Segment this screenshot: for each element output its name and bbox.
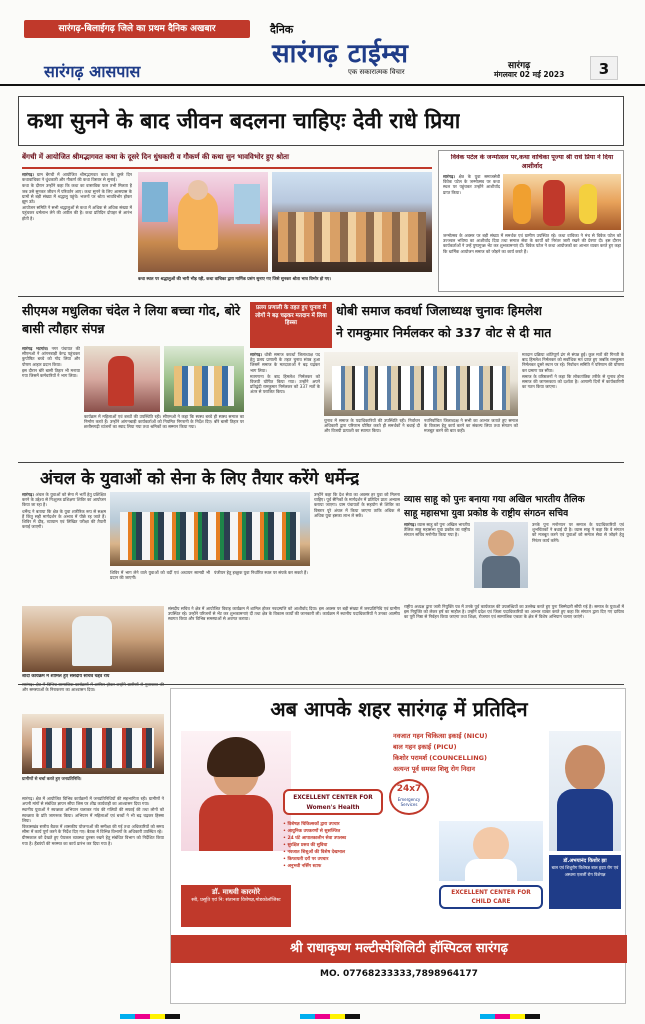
daily-label: दैनिक [270, 23, 294, 36]
doctor2-card [549, 855, 621, 909]
story5-body-col3: पंजीयन हेतु इच्छुक युवा निर्धारित स्थल पर संपर्क कर सकते हैं। [214, 570, 308, 575]
story5-body-col2: शिविर में भाग लेने वाले युवाओं को वर्दी एवं अध्ययन सामग्री भी प्रदान की जाएगी। [110, 570, 210, 581]
story3-headline-l1: सीएमअ मधुलिका चंदेल ने लिया बच्चा गोद, बोरे बासी त्यौहार संपन्न [22, 303, 241, 336]
hospital-phone: MO. 07768233333,7898964177 [320, 969, 478, 979]
story2-photo [503, 174, 621, 230]
story5-photo3 [22, 714, 164, 774]
story6-headline-l1: व्यास साहू को पुनः बनाया गया अखिल भारतीय तैलिक [404, 494, 585, 505]
badge-emergency: Emergency Services [397, 797, 421, 807]
story1-headline-box [18, 96, 624, 146]
ad-headline: अब आपके शहर सारंगढ़ में प्रतिदिन [270, 697, 528, 721]
emergency-badge [389, 779, 429, 815]
slogan: एक सकारात्मक विचार [348, 68, 405, 76]
story6-photo [474, 522, 528, 588]
story6-headline-l2: साहू महासभा युवा प्रकोष्ठ के राष्ट्रीय संगठन सचिव [404, 508, 569, 519]
story4-body-col1: सारंगढ़। धोबी समाज कवर्धा जिलाध्यक्ष पद हेतु प्रलय प्रणाली के तहत चुनाव संपन्न हुआ जिसमें समाज के मतदाताओं ने बढ़ चढ़कर भाग लिया। मतगणना के बाद हिमलेश निर्मलकर को विजयी घोषित किया गया। उन्होंने अपने प्रतिद्वंदी रामकुमार निर्मलकर को 337 मतों के अंतर से पराजित किया। [250, 352, 320, 395]
story2-body-left: सारंगढ़। क्षेत्र के युवा समाजसेवी विवेक पटेल के जन्मोत्सव पर कथा स्थल पर पहुंचकर उन्होंने आशीर्वाद प्राप्त किया। [443, 174, 500, 195]
doctor1-name: डॉ. माधवी कारमोरे [211, 888, 260, 896]
child-center-badge: EXCELLENT CENTER FOR CHILD CARE [439, 885, 543, 909]
badge-247: 24x7 [396, 784, 422, 794]
hospital-name-banner: श्री राधाकृष्ण मल्टीस्पेशिलिटी हॉस्पिटल सारंगढ़ [171, 935, 627, 963]
service-item: बाल गहन इकाई (PICU) [393, 743, 457, 751]
edition-city: सारंगढ़ [508, 61, 531, 71]
newspaper-name: सारंगढ़ टाईम्स [272, 39, 409, 69]
service-item: अत्यन्त पूर्व समस्त शिशु रोग निदान [393, 765, 476, 773]
divider [22, 167, 432, 169]
doctor2-photo [549, 731, 621, 851]
story1-body-col1: सारंगढ़। ग्राम बेंगची में आयोजित श्रीमद्भागवत कथा के दूसरे दिन कथावाचिका ने धुंधकारी और गौकर्ण की कथा विस्तार से सुनाई। कथा के दौरान उन्होंने कहा कि कथा का वास्तविक फल तभी मिलता है जब उसे सुनकर जीवन में परिवर्तन आए। कथा सुनने के लिए आसपास के ग्रामों से बड़ी संख्या में श्रद्धालु पहुंचे। भजनों पर श्रोता भावविभोर होकर झूम उठे। आयोजन समिति ने सभी श्रद्धालुओं से कथा में अधिक से अधिक संख्या में पहुंचकर धर्मलाभ लेने की अपील की है। कथा प्रतिदिन दोपहर से आरंभ होती है। [22, 172, 132, 221]
story1-headline: कथा सुनने के बाद जीवन बदलना चाहिएः देवी राधे प्रिया [27, 109, 461, 134]
story5-photo3-caption: ग्रामीणों से चर्चा करते हुए जनप्रतिनिधि। [22, 776, 82, 781]
womens-center-badge: EXCELLENT CENTER FOR Women's Health [283, 789, 383, 815]
tagline-banner: सारंगढ़-बिलाईगढ़ जिले का प्रथम दैनिक अखबार [24, 20, 250, 38]
story6-dateline: सारंगढ़। [404, 522, 416, 527]
story5-photo2 [22, 606, 164, 672]
story5-body-col1: सारंगढ़। अंचल के युवाओं को सेना में भर्ती हेतु प्रशिक्षित करने के उद्देश्य से निःशुल्क प्रशिक्षण शिविर का आयोजन किया जा रहा है। धर्मेन्द्र ने बताया कि क्षेत्र के युवा शारीरिक रूप से सक्षम हैं किंतु सही मार्गदर्शन के अभाव में पीछे रह जाते हैं। शिविर में दौड़, व्यायाम एवं लिखित परीक्षा की तैयारी कराई जाएगी। [22, 492, 106, 530]
doctor1-spec: स्त्री, प्रसूति एवं नि: संतानता विशेषज्ञ,मोडकोलॉजिस्ट [191, 898, 281, 903]
doctor1-card [181, 885, 291, 927]
story5-body-col5: संसदीय सचिव ने क्षेत्र में आयोजित विवाह कार्यक्रम में शामिल होकर नवदम्पत्ति को आशीर्वाद दिया। इस अवसर पर बड़ी संख्या में जनप्रतिनिधि एवं ग्रामीण उपस्थित रहे। उन्होंने परिजनों से भेंट कर शुभकामनाएं दीं तथा क्षेत्र के विकास कार्यों की जानकारी ली। कार्यक्रम में स्थानीय पदाधिकारियों ने उनका आत्मीय स्वागत किया और विभिन्न समस्याओं से अवगत कराया। [168, 606, 400, 622]
story5-dateline: सारंगढ़। [22, 492, 34, 497]
story1-subhead: बेंगची में आयोजित श्रीमद्भागवत कथा के दूसरे दिन धुंधकारी व गौकर्ण की कथा सुन भावविभोर हुए श्रोता [22, 152, 289, 161]
story4-dateline: सारंगढ़। [250, 352, 262, 357]
service-item: नवजात गहन चिकित्सा इकाई (NICU) [393, 732, 488, 740]
service-item: किशोर परामर्श (COUNCELLING) [393, 754, 487, 762]
story5-photo-caption: शादी कार्यक्रम में शामिल हुए संसदीय सचिव चंद्देव राय [22, 674, 110, 679]
story4-photo [324, 352, 518, 416]
story4-headline-l2: ने रामकुमार निर्मलकर को 337 वोट से दी मात [336, 325, 552, 340]
story1-photo-crowd [272, 172, 432, 272]
ad-notes: • विशेषज्ञ चिकित्सकों द्वारा उपचार • आधुनिक उपकरणों से सुसज्जित • 24 घंटे आपातकालीन सेवा उपलब्ध • सुरक्षित प्रसव की सुविधा • नवजात शिशुओं की विशेष देखभाल • किफायती दरों पर उपचार • अनुभवी नर्सिंग स्टाफ [283, 822, 347, 869]
story3-photo1 [84, 346, 160, 412]
edition-date: मंगलवार 02 मई 2023 [494, 70, 565, 79]
story5-body-col4: उन्होंने कहा कि देश सेवा का अवसर हर युवा को मिलना चाहिए। पूर्व सैनिकों के मार्गदर्शन में प्रतिदिन प्रातः अभ्यास कराया जाएगा। ग्राम पंचायतों के सहयोग से शिविर का विस्तार पूरे अंचल में किया जाएगा ताकि अधिक से अधिक युवा इसका लाभ ले सकें। [314, 492, 400, 518]
story5-lower-text: और समस्याओं के निराकरण का आश्वासन दिया। [22, 687, 96, 693]
divider [18, 462, 624, 463]
story2-headline: विवेक पटेल के जन्मोत्सव पर,कथा वाचिका पूज्या श्री राधे प्रिया ने दिया आशीर्वाद [450, 154, 614, 170]
doctor2-name: डॉ.अभयानंद किशोर झा [563, 858, 607, 864]
story6-body-col1: सारंगढ़। व्यास साहू को पुनः अखिल भारतीय तैलिक साहू महासभा युवा प्रकोष्ठ का राष्ट्रीय संगठन सचिव मनोनीत किया गया है। [404, 522, 470, 538]
story6-body-col3: राष्ट्रीय अध्यक्ष द्वारा जारी नियुक्ति पत्र में उनके पूर्व कार्यकाल की उपलब्धियों का उल्लेख करते हुए पुनः जिम्मेदारी सौंपी गई है। समाज के युवाओं में इस नियुक्ति को लेकर हर्ष का माहौल है। उन्होंने प्रदेश एवं जिला पदाधिकारियों का आभार व्यक्त करते हुए कहा कि संगठन द्वारा दिए गए दायित्व का पूरी निष्ठा से निर्वहन किया जाएगा तथा शिक्षा, रोजगार एवं सामाजिक एकता के क्षेत्र में विशेष अभियान चलाए जाएंगे। [404, 604, 624, 620]
story3-dateline: सारंगढ़ भटगांव। [22, 346, 49, 351]
services-list [393, 731, 539, 775]
story6-body-col2: उनके पुनः मनोनयन पर समाज के पदाधिकारियों एवं शुभचिंतकों ने बधाई दी है। व्यास साहू ने कहा कि वे संगठन को मजबूत करने एवं युवाओं को समाज सेवा से जोड़ने हेतु निरंतर कार्य करेंगे। [532, 522, 624, 543]
hospital-ad [170, 688, 626, 1004]
story5-headline: अंचल के युवाओं को सेना के लिए तैयार करेंगे धर्मेन्द्र [40, 469, 360, 489]
story2-body: जन्मोत्सव के अवसर पर बड़ी संख्या में समर्थक एवं ग्रामीण उपस्थित रहे। कथा वाचिका ने मंच से विवेक पटेल को उज्ज्वल भविष्य का आशीर्वाद दिया तथा समाज सेवा के कार्यों को निरंतर जारी रखने की प्रेरणा दी। इस दौरान कार्यकर्ताओं ने उन्हें पुष्पगुच्छ भेंट कर शुभकामनाएं दीं। विवेक पटेल ने कथा आयोजकों का आभार व्यक्त करते हुए कहा कि धार्मिक आयोजन समाज को जोड़ने का कार्य करते हैं। [443, 233, 621, 254]
footer-bar [0, 1010, 645, 1024]
child-photo [439, 821, 543, 881]
divider [18, 684, 624, 685]
story5-lower [22, 682, 164, 792]
masthead [0, 0, 645, 86]
divider [18, 296, 624, 297]
page-number: 3 [590, 56, 618, 80]
story3-body: सारंगढ़ भटगांव। नगर पंचायत की सीएमओ ने आंगनबाड़ी केन्द्र पहुंचकर कुपोषित बच्चे को गोद लिया और पोषण आहार प्रदान किया। इस दौरान बोरे बासी तिहार भी मनाया गया जिसमें कर्मचारियों ने भाग लिया। [22, 346, 80, 379]
doctor1-photo [181, 731, 291, 851]
story2-dateline: सारंगढ़। [443, 174, 455, 179]
story1-dateline: सारंगढ़। [22, 172, 34, 177]
story2-box [438, 150, 624, 292]
story4-body-col4: मतदान प्रक्रिया शांतिपूर्ण ढंग से संपन्न हुई। कुल मतों की गिनती के बाद हिमलेश निर्मलकर को सर्वाधिक मत प्राप्त हुए जबकि रामकुमार निर्मलकर दूसरे स्थान पर रहे। निर्वाचन समिति ने परिणाम की घोषणा कर प्रमाण पत्र सौंपा। समाज के वरिष्ठजनों ने कहा कि लोकतांत्रिक तरीके से चुनाव होना समाज की जागरूकता को दर्शाता है। आगामी दिनों में कार्यकारिणी का गठन किया जाएगा। [522, 352, 624, 390]
bottom-left-text: सारंगढ़। क्षेत्र में आयोजित विभिन्न कार्यक्रमों में जनप्रतिनिधियों की सहभागिता रही। ग्रामीणों ने अपनी मांगों से संबंधित ज्ञापन सौंपा जिस पर शीघ्र कार्यवाही का आश्वासन दिया गया। स्थानीय युवाओं ने स्वच्छता अभियान चलाकर गांव की गलियों की सफाई की तथा लोगों को स्वच्छता के प्रति जागरूक किया। अभियान में महिलाओं एवं बच्चों ने भी बढ़ चढ़कर हिस्सा लिया। विकासखंड स्तरीय बैठक में शासकीय योजनाओं की समीक्षा की गई तथा अधिकारियों को समय सीमा में कार्य पूर्ण करने के निर्देश दिए गए। बैठक में विभिन्न विभागों के अधिकारी उपस्थित रहे। ग्रीष्मकाल को देखते हुए पेयजल व्यवस्था दुरुस्त रखने हेतु संबंधित विभाग को निर्देशित किया गया है। हैंडपंपों की मरम्मत का कार्य प्रारंभ कर दिया गया है। [22, 796, 164, 846]
story5-photo [110, 492, 310, 566]
story4-kicker: प्रलय प्रणाली के तहत हुए चुनाव में लोगों ने बढ़ चढ़कर मतदान में लिया हिस्सा [250, 302, 332, 348]
story4-body-col3: नवनिर्वाचित जिलाध्यक्ष ने सभी का आभार जताते हुए समाज के विकास हेतु कार्य करने का संकल्प लिया तथा संगठन को मजबूत करने की बात कही। [424, 418, 518, 434]
story1-photo-main [138, 172, 268, 272]
story4-headline-l1: धोबी समाज कवर्धा जिलाध्यक्ष चुनावः हिमलेश [336, 303, 543, 318]
story1-photo-caption: कथा स्थल पर श्रद्धालुओं की भारी भीड़ रही, कथा वाचिका द्वारा मार्मिक प्रसंग सुनाए गए जिसे सुनकर श्रोता भाव विभोर हो गए। [138, 276, 331, 281]
story3-body-lower: कार्यक्रम में महिलाओं एवं बच्चों की उपस्थिति रही। सीएमओ ने कहा कि स्वस्थ बच्चे ही स्वस्थ समाज का निर्माण करते हैं। उन्होंने आंगनबाड़ी कार्यकर्ताओं को नियमित निगरानी के निर्देश दिए। बोरे बासी तिहार पर छत्तीसगढ़ी व्यंजनों का स्वाद लिया गया तथा श्रमिकों का सम्मान किया गया। [84, 414, 244, 430]
section-title: सारंगढ़ आसपास [44, 62, 141, 81]
story3-photo2 [164, 346, 244, 412]
story4-body-col2: चुनाव में समाज के पदाधिकारियों की उपस्थिति रही। निर्वाचन अधिकारी द्वारा परिणाम घोषित करते ही समर्थकों ने बधाई दी और विजयी प्रत्याशी का स्वागत किया। [324, 418, 420, 434]
doctor2-spec: बाल एवं शिशुरोग विशेषज्ञ बाल हृदय रोग एवं अस्थमा एलर्जी रोग विशेषज्ञ [551, 865, 619, 877]
